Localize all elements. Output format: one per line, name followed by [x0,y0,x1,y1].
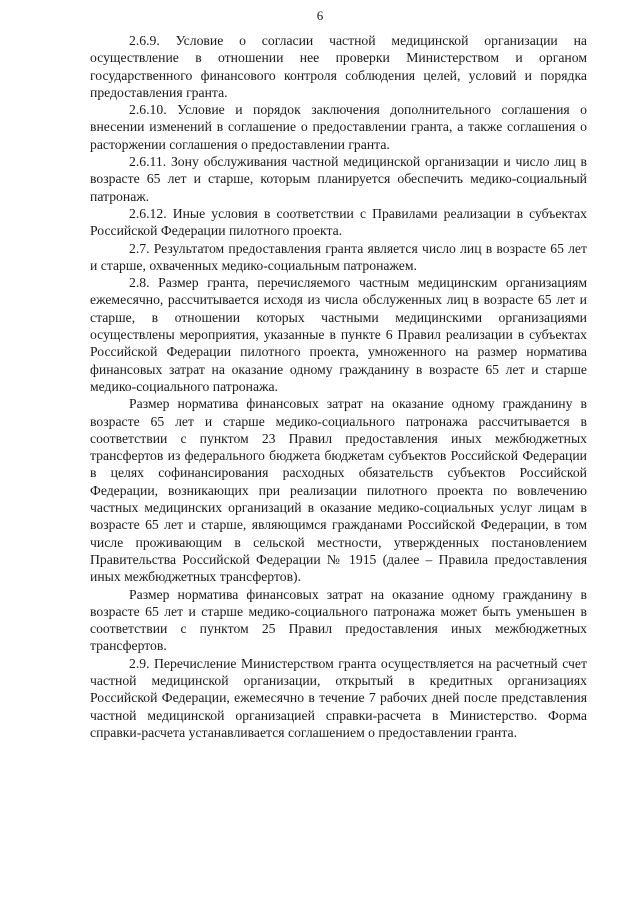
paragraph-2-7: 2.7. Результатом предоставления гранта является число лиц в возрасте 65 лет и старше, охваченных медико-социальным патронажем. [90,240,587,273]
paragraph-2-6-9: 2.6.9. Условие о согласии частной медицинской организации на осуществление в отношении нее проверки Министерством и органом государственного финансового контроля соблюдения целей, условий и порядка предоставления гранта. [90,33,587,100]
paragraph-2-6-12: 2.6.12. Иные условия в соответствии с Правилами реализации в субъектах Российской Федерации пилотного проекта. [90,205,587,239]
paragraph-2-6-11: 2.6.11. Зону обслуживания частной медицинской организации и число лиц в возрасте 65 лет и старше, которым планируется обеспечить медико-социальный патронаж. [90,154,587,204]
page-number: 6 [316,8,324,23]
document-body [90,32,587,741]
paragraph-2-9: 2.9. Перечисление Министерством гранта осуществляется на расчетный счет частной медицинской организации, открытый в кредитных организациях Российской Федерации, ежемесячно в течение 7 рабочих дней после представления частной медицинской организацией справки-расчета в Министерство. Форма справки-расчета устанавливается соглашением о предоставлении гранта. [90,655,587,740]
paragraph-norm-calculation: Размер норматива финансовых затрат на оказание одному гражданину в возрасте 65 лет и старше медико-социального патронажа рассчитывается в соответствии с пунктом 23 Правил предоставления иных межбюджетных трансфертов из федерального бюджета бюджетам субъектов Российской Федерации в целях софинансирования расходных обязательств субъектов Российской Федерации, возникающих при реализации пилотного проекта по вовлечению частных медицинских организаций в оказание медико-социальных услуг лицам в возрасте 65 лет и старше, являющимся гражданами Российской Федерации, в том числе проживающим в сельской местности, утвержденных постановлением Правительства Российской Федерации № 1915 (далее – Правила предоставления иных межбюджетных трансфертов). [90,396,587,585]
paragraph-2-6-10: 2.6.10. Условие и порядок заключения дополнительного соглашения о внесении изменений в соглашение о предоставлении гранта, а также соглашения о расторжении соглашения о предоставлении гранта. [90,102,587,152]
paragraph-norm-reduction: Размер норматива финансовых затрат на оказание одному гражданину в возрасте 65 лет и старше медико-социального патронажа может быть уменьшен в соответствии с пунктом 25 Правил предоставления иных межбюджетных трансфертов. [90,586,587,654]
paragraph-2-8: 2.8. Размер гранта, перечисляемого частным медицинским организациям ежемесячно, рассчитывается исходя из числа обслуженных лиц в возрасте 65 лет и старше, в отношении которых частными медицинскими организациями осуществлены мероприятия, указанные в пункте 6 Правил реализации в субъектах Российской Федерации пилотного проекта, умноженного на размер норматива финансовых затрат на оказание одному гражданину в возрасте 65 лет и старше медико-социального патронажа. [90,275,587,394]
